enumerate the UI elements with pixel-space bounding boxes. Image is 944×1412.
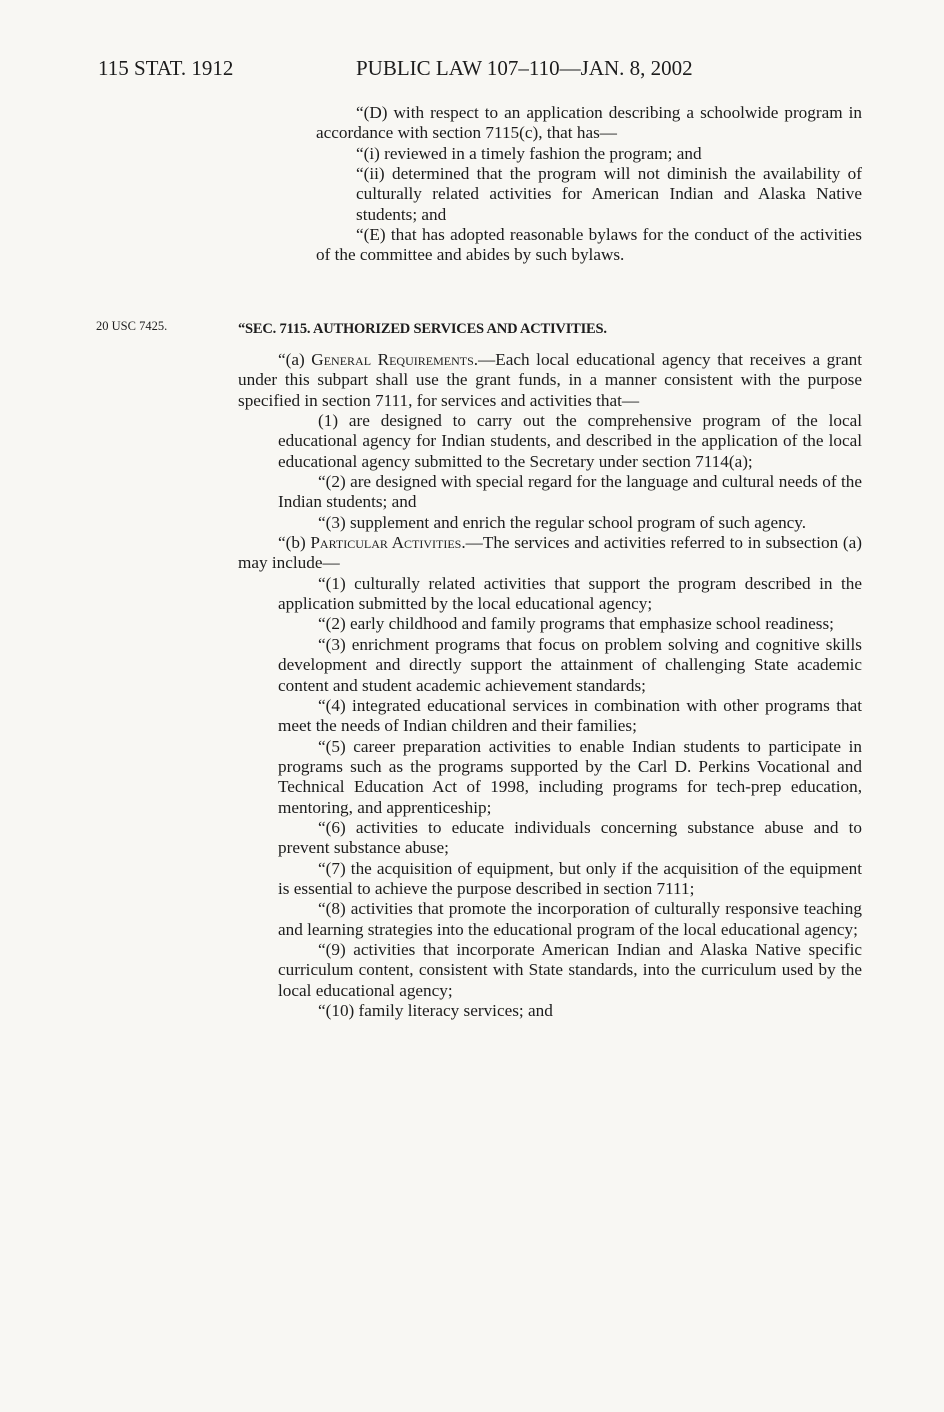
paragraph-d-ii-text: “(ii) determined that the program will not diminish the availability of culturally related activities for American Indian and Alaska Native students; and (356, 164, 862, 224)
subsection-a-item-1: (1) are designed to carry out the comprehensive program of the local educational agency for Indian students, and described in the application of the local educational agency submitted to the Secretary under section 7114(a); (278, 411, 862, 471)
paragraph-d: “(D) with respect to an application describing a schoolwide program in accordance with section 7115(c), that has— (316, 103, 862, 143)
subsection-a-body: .—Each local educational agency that receives a grant under this subpart shall use the grant funds, in a manner consistent with the purpose specified in section 7111, for services and activities that— (238, 350, 862, 410)
subsection-a-item-2: “(2) are designed with special regard for the language and cultural needs of the Indian students; and (278, 472, 862, 512)
paragraph-d-i: “(i) reviewed in a timely fashion the program; and (356, 143, 702, 163)
subsection-b-body: .—The services and activities referred to in subsection (a) may include— (238, 533, 863, 573)
subsection-b-item: “(1) culturally related activities that support the program described in the application submitted by the local educational agency; (278, 573, 862, 614)
subsection-b-item: “(5) career preparation activities to enable Indian students to participate in programs such as the programs supported by the Carl D. Perkins Vocational and Technical Education Act of 1998, including programs for tech-prep education, mentoring, and apprenticeship; (278, 736, 862, 817)
statute-page-number: 115 STAT. 1912 (98, 56, 234, 80)
subsection-b-item: “(9) activities that incorporate American Indian and Alaska Native specific curriculum content, consistent with State standards, into the curriculum used by the local educational agency; (278, 939, 862, 1000)
subsection-a-item-3: “(3) supplement and enrich the regular school program of such agency. (318, 512, 807, 532)
subsection-a-title: General Requirements (311, 350, 474, 369)
page-header (98, 56, 858, 82)
public-law-citation: PUBLIC LAW 107–110—JAN. 8, 2002 (356, 56, 693, 80)
subsection-b-item: “(2) early childhood and family programs that emphasize school readiness; (318, 614, 834, 634)
section-body (238, 350, 862, 1021)
subsection-a (238, 350, 862, 411)
subsection-b-title: Particular Activities (310, 533, 462, 553)
subsection-b-item: “(8) activities that promote the incorporation of culturally responsive teaching and learning strategies into the educational program of the local educational agency; (278, 899, 862, 939)
continued-text-block (316, 103, 862, 266)
subsection-a-prefix: “(a) (278, 350, 312, 369)
subsection-b-item: “(10) family literacy services; and (318, 1001, 553, 1020)
subsection-b-item: “(7) the acquisition of equipment, but only if the acquisition of the equipment is essential to achieve the purpose described in section 7111; (278, 858, 862, 898)
subsection-b (238, 533, 862, 574)
subsection-b-item: “(6) activities to educate individuals concerning substance abuse and to prevent substance abuse; (278, 817, 862, 858)
usc-margin-citation: 20 USC 7425. (96, 319, 168, 333)
subsection-b-item: “(4) integrated educational services in combination with other programs that meet the needs of Indian children and their families; (278, 695, 862, 736)
section-heading: “SEC. 7115. AUTHORIZED SERVICES AND ACTIVITIES. (238, 321, 607, 337)
paragraph-d-ii (316, 164, 862, 225)
paragraph-e: “(E) that has adopted reasonable bylaws for the conduct of the activities of the committee and abides by such bylaws. (316, 225, 862, 265)
subsection-b-prefix: “(b) (278, 533, 311, 553)
subsection-b-item: “(3) enrichment programs that focus on problem solving and cognitive skills development and directly support the attainment of challenging State academic content and student academic achievement standards; (278, 634, 862, 695)
